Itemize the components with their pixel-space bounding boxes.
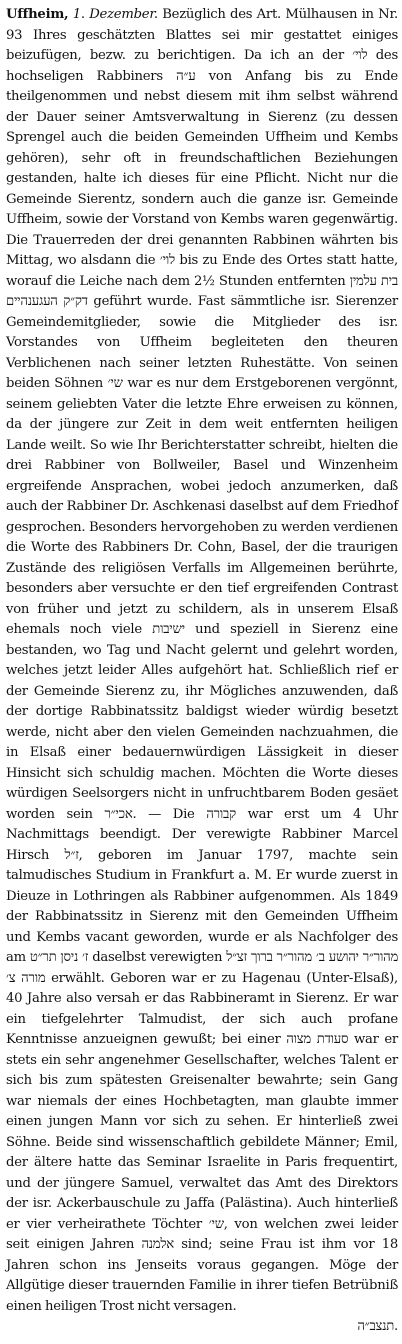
dateline-place: Uffheim,: [6, 7, 69, 22]
article-closing-formula: תנצב״ה.: [357, 1319, 398, 1334]
news-article: [6, 5, 398, 1338]
dateline-date: 1. Dezember.: [68, 7, 158, 22]
article-body: Bezüglich des Art. Mülhausen in Nr. 93 Ihres geschätzten Blattes sei mir gestattet einiges beizufügen, bezw. zu berichtigen. Da ich an der לוי׳ des hochseligen Rabbiners ע״ה von Anfang bis zu Ende theilgenommen und nebst diesem mit ihm selbst während der Dauer seiner Amtsverwaltung in Sierenz (zu dessen Sprengel auch die beiden Gemeinden Uffheim und Kembs gehören), sehr oft in freundschaftlichen Beziehungen gestanden, halte ich dieses für eine Pflicht. Nicht nur die Gemeinde Sierentz, sondern auch die ganze isr. Gemeinde Uffheim, sowie der Vorstand von Kembs waren gegenwärtig. Die Trauerreden der drei genannten Rabbinen währten bis Mittag, wo alsdann die לוי׳ bis zu Ende des Ortes statt hatte, worauf die Leiche nach dem 2½ Stunden entfernten בית עלמין דק״ק העגענהיים geführt wurde. Fast sämmtliche isr. Sierenzer Gemeindemitglieder, sowie die Mitglieder des isr. Vorstandes von Uffheim begleiteten den theuren Verblichenen nach seiner letzten Ruhestätte. Von seinen beiden Söhnen שי׳ war es nur dem Erstgeborenen vergönnt, seinem geliebten Vater die letzte Ehre erweisen zu können, da der jüngere zur Zeit in dem weit entfernten heiligen Lande weilt. So wie Ihr Berichterstatter schreibt, hielten die drei Rabbiner von Bollweiler, Basel und Winzenheim ergreifende Ansprachen, wobei jedoch anzumerken, daß auch der Rabbiner Dr. Aschkenasi daselbst auf dem Friedhof gesprochen. Besonders hervorgehoben zu werden verdienen die Worte des Rabbiners Dr. Cohn, Basel, der die traurigen Zustände des religiösen Verfalls im Allgemeinen berührte, besonders aber versuchte er den tief ergreifenden Contrast von früher und jetzt zu schildern, als in unserem Elsaß ehemals noch viele ישיבות und speziell in Sierenz eine bestanden, wo Tag und Nacht gelernt und gelehrt worden, welches jetzt leider Alles aufgehört hat. Schließlich rief er der Gemeinde Sierenz zu, ihr Mögliches anzuwenden, daß der dortige Rabbinatssitz baldigst wieder würdig besetzt werde, nicht aber den vielen Gemeinden nachzuahmen, die in Elsaß einer bedauernwürdigen Lässigkeit in dieser Hinsicht sich schuldig machen. Möchten die Worte dieses würdigen Seelsorgers nicht in unfruchtbarem Boden gesäet worden sein אכי״ר. — Die קבורה war erst um 4 Uhr Nachmittags beendigt. Der verewigte Rabbiner Marcel Hirsch ז״ל, geboren im Januar 1797, machte sein talmudisches Studium in Frankfurt a. M. Er wurde zuerst in Dieuze in Lothringen als Rabbiner aufgenommen. Als 1849 der Rabbinatssitz in Sierenz mit den Gemeinden Uffheim und Kembs vacant geworden, wurde er als Nachfolger des am ז׳ ניסן תר״ט daselbst verewigten מהור״ר יהושע ב׳ מהור״ר ברוך זצ״ל מורה צ׳ erwählt. Geboren war er zu Hagenau (Unter-Elsaß), 40 Jahre also versah er das Rabbineramt in Sierenz. Er war ein tiefgelehrter Talmudist, der sich auch profane Kenntnisse anzueignen gewußt; bei einer סעודת מצוה war er stets ein sehr angenehmer Gesellschafter, welches Talent er sich bis zum spätesten Greisenalter bewahrte; sein Gang war niemals der eines Hochbetagten, man glaubte immer einen jungen Mann vor sich zu sehen. Er hinterließ zwei Söhne. Beide sind wissenschaftlich gebildete Männer; Emil, der ältere hatte das Seminar Israelite in Paris frequentirt, und der jüngere Samuel, verwaltet das Amt des Direktors der isr. Ackerbauschule zu Jaffa (Palästina). Auch hinterließ er vier verheirathete Töchter שי׳, von welchen zwei leider seit einigen Jahren אלמנה sind; seine Frau ist ihm vor 18 Jahren schon ins Jenseits voraus gegangen. Möge der Allgütige dieser trauernden Familie in ihrer tiefen Betrübniß einen heiligen Trost nicht versagen.: [6, 7, 399, 1314]
